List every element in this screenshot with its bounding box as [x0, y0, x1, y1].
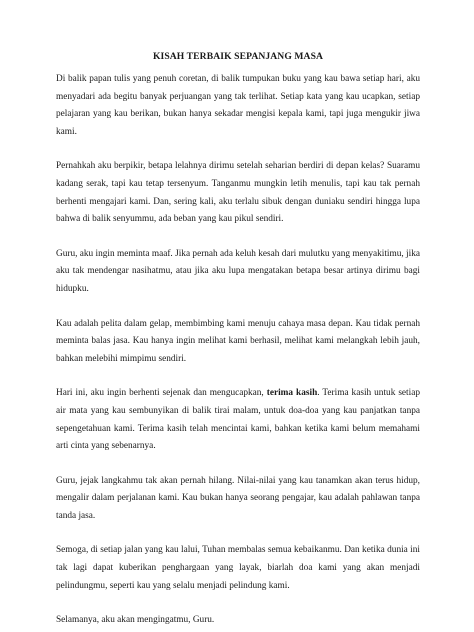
paragraph-2: Pernahkah aku berpikir, betapa lelahnya dirimu setelah seharian berdiri di depan kelas? Suaramu kadang serak, tapi kau tetap tersenyum. Tanganmu mungkin letih menulis, tapi kau tak pernah berhenti mengajari kami. Dan, sering kali, aku terlalu sibuk dengan duniaku sendiri hingga lupa bahwa di balik senyummu, ada beban yang kau pikul sendiri. [56, 161, 420, 225]
thanks-text-after: . Terima kasih untuk setiap air mata yang kau sembunyikan di balik tirai malam, untuk doa-doa yang kau panjatkan tanpa sepengetahuan kami. Terima kasih telah mencintai kami, bahkan ketika kami belum memahami arti cinta yang sebenarnya. [56, 388, 421, 452]
paragraph-6: Guru, jejak langkahmu tak akan pernah hilang. Nilai-nilai yang kau tanamkan akan terus hidup, mengalir dalam perjalanan kami. Kau bukan hanya seorang pengajar, kau adalah pahlawan tanpa tanda jasa. [56, 475, 420, 521]
paragraph-8-closing: Selamanya, aku akan mengingatmu, Guru. [56, 615, 215, 626]
paragraph-7: Semoga, di setiap jalan yang kau lalui, Tuhan membalas semua kebaikanmu. Dan ketika dunia ini tak lagi dapat kuberikan penghargaan yang layak, biarlah doa kami yang akan menjadi pelindungmu, seperti kau yang selalu menjadi pelindung kami. [56, 545, 420, 591]
document-body [56, 51, 420, 630]
thanks-text-before: Hari ini, aku ingin berhenti sejenak dan mengucapkan, [56, 388, 267, 399]
document-title: KISAH TERBAIK SEPANJANG MASA [152, 51, 324, 62]
paragraph-1: Di balik papan tulis yang penuh coretan, di balik tumpukan buku yang kau bawa setiap hari, aku menyadari ada begitu banyak perjuangan yang tak terlihat. Setiap kata yang kau ucapkan, setiap pelajaran yang kau berikan, bukan hanya sekadar mengisi kepala kami, tapi juga mengukir jiwa kami. [56, 74, 420, 137]
paragraph-5-thanks [56, 385, 420, 455]
paragraph-3: Guru, aku ingin meminta maaf. Jika pernah ada keluh kesah dari mulutku yang menyakitimu, jika aku tak mendengar nasihatmu, atau jika aku lupa mengatakan betapa besar artinya dirimu bagi hidupku. [56, 248, 420, 294]
thanks-bold-phrase: terima kasih [266, 388, 318, 399]
paragraph-4: Kau adalah pelita dalam gelap, membimbing kami menuju cahaya masa depan. Kau tidak pernah meminta balas jasa. Kau hanya ingin melihat kami berhasil, melihat kami melangkah lebih jauh, bahkan melebihi mimpimu sendiri. [56, 318, 420, 364]
